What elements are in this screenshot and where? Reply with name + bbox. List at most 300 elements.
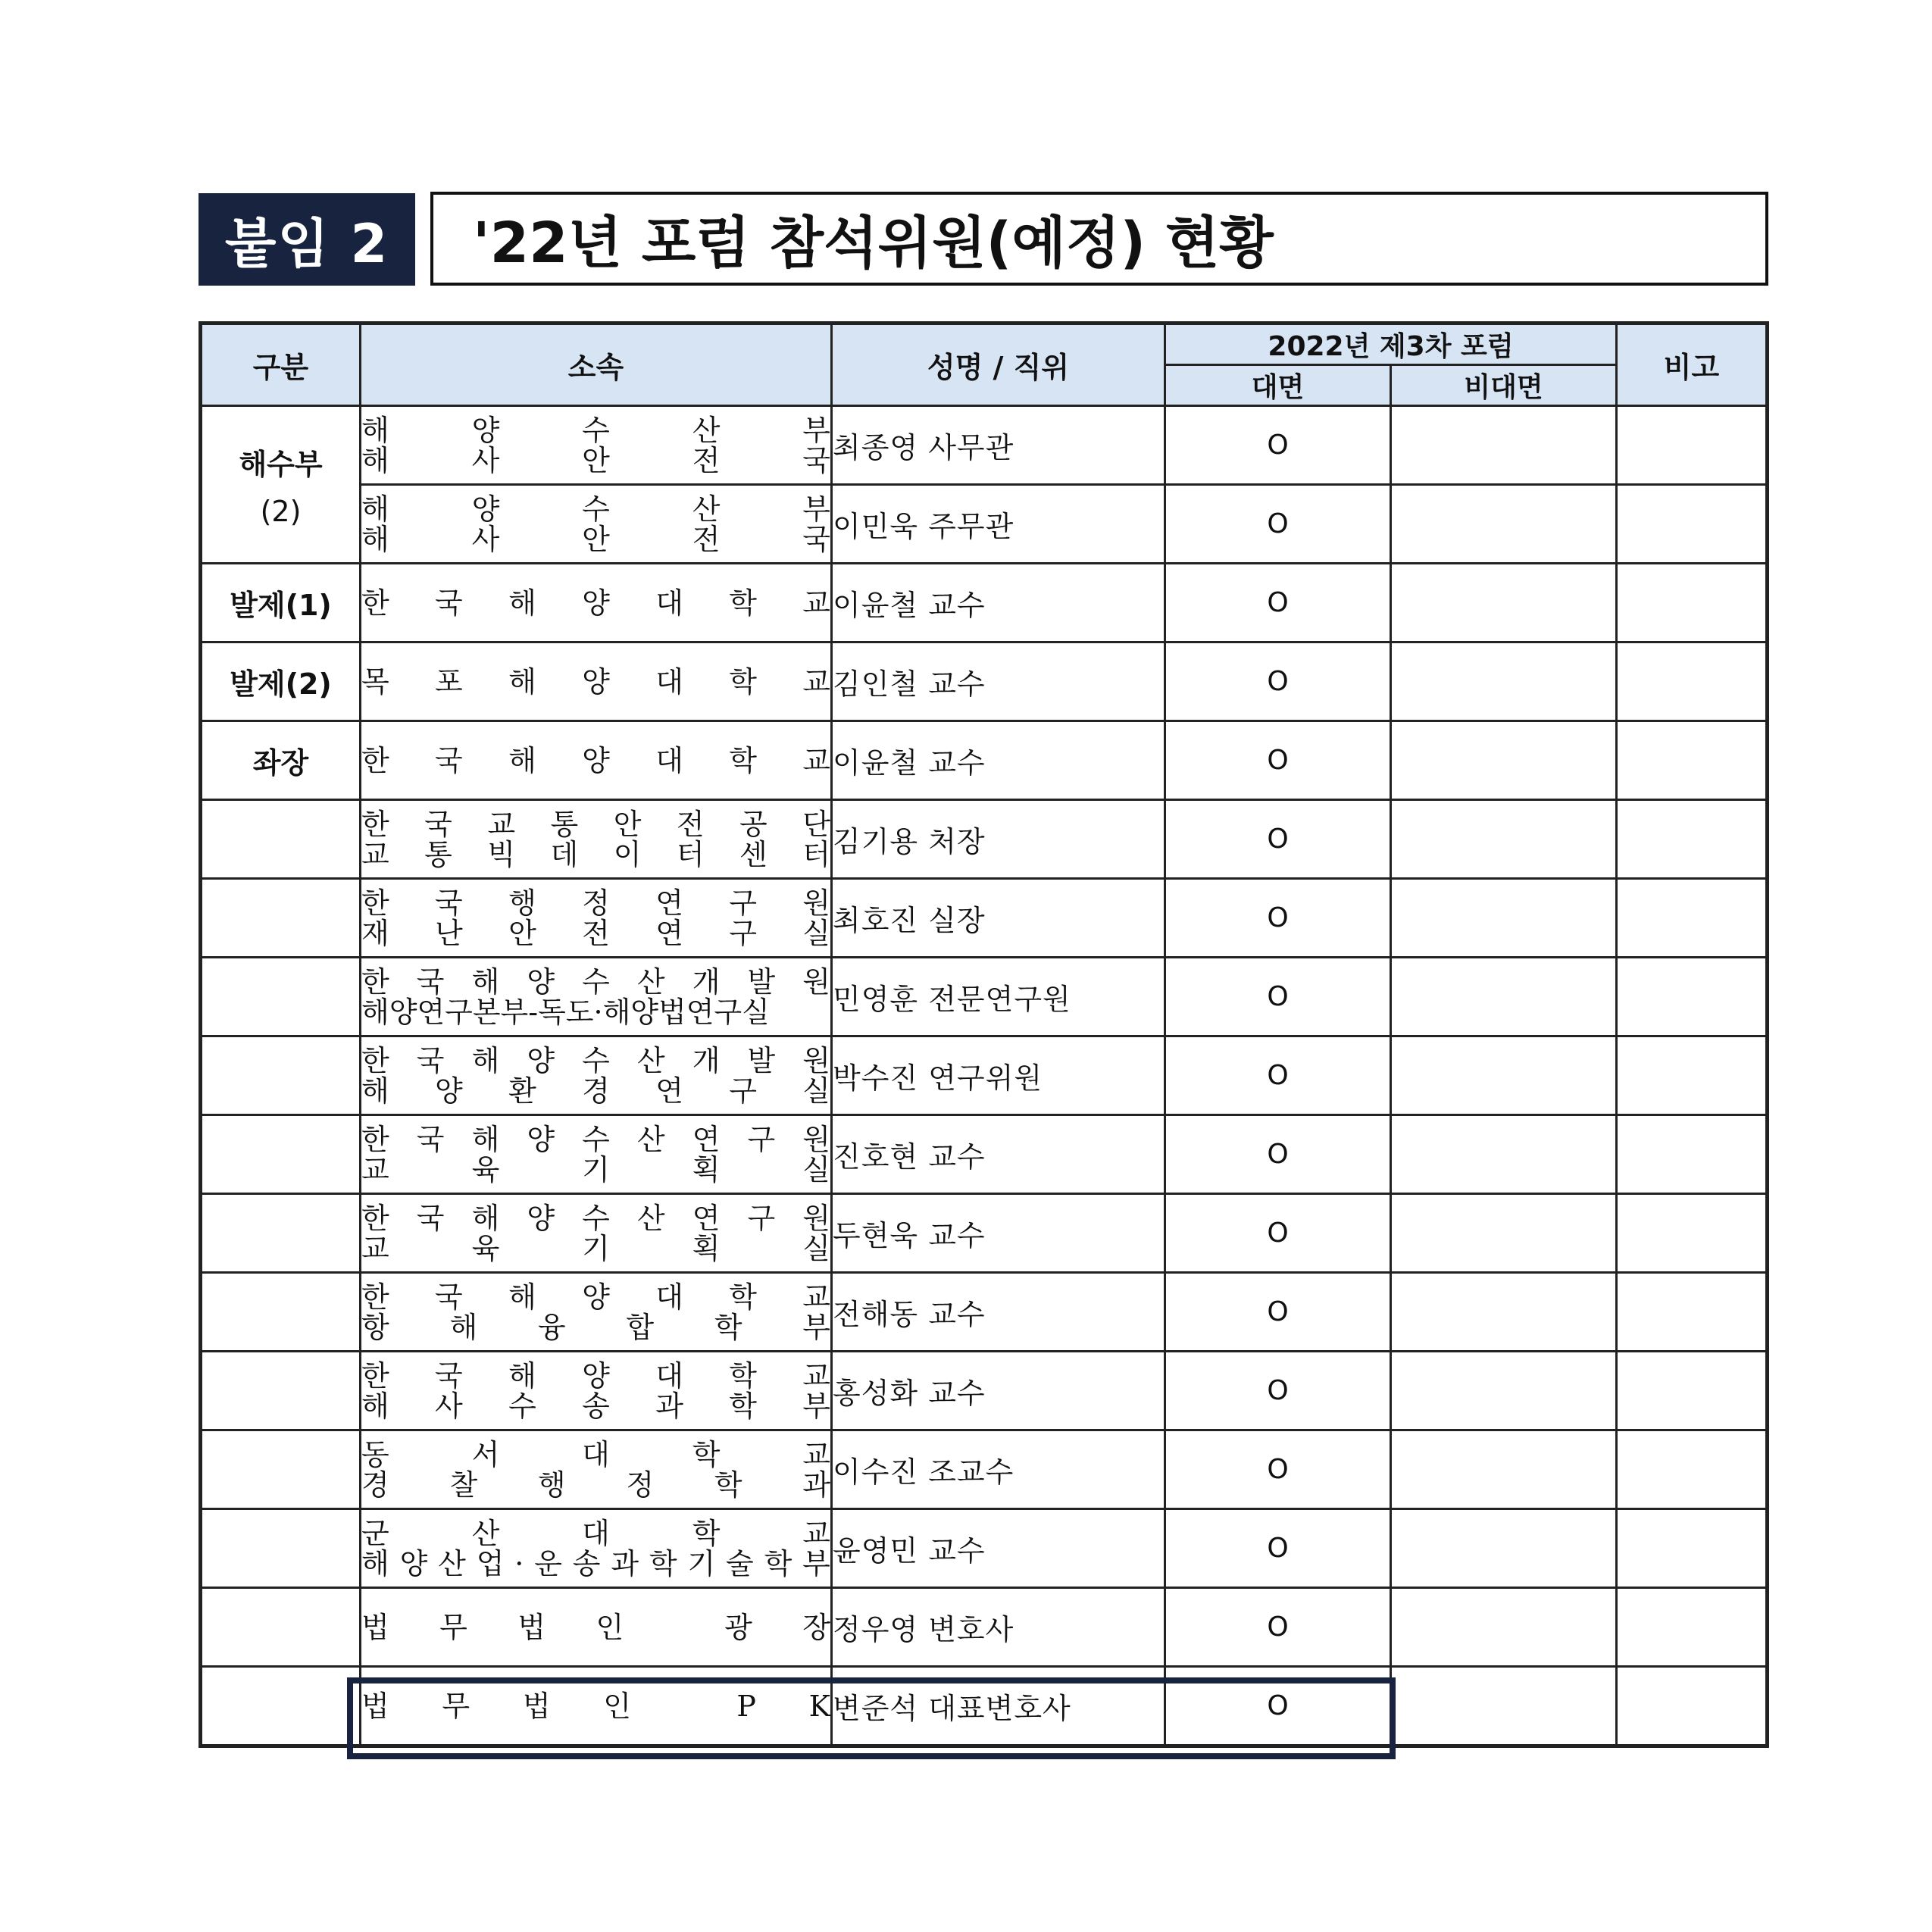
- affiliation-cell: [361, 406, 832, 485]
- remote-cell: [1391, 1509, 1617, 1588]
- category-cell: [201, 800, 361, 879]
- table-row: [201, 958, 1768, 1036]
- affiliation-cell: [361, 1588, 832, 1667]
- affiliation-char: 과: [655, 1389, 683, 1423]
- affiliation-char: 법: [517, 1610, 546, 1644]
- in-person-mark: O: [1165, 1273, 1391, 1352]
- affiliation-line: [361, 1518, 830, 1549]
- affiliation-char: 부: [802, 1546, 830, 1580]
- affiliation-char: 수: [582, 492, 610, 526]
- name-position-cell: 이수진 조교수: [832, 1430, 1165, 1509]
- in-person-mark: O: [1165, 879, 1391, 958]
- header-note: 비고: [1617, 324, 1768, 406]
- affiliation-char: 해: [361, 443, 389, 477]
- affiliation-char: 해: [471, 964, 500, 999]
- remote-cell: [1391, 1036, 1617, 1115]
- affiliation-char: 해: [361, 1389, 389, 1423]
- affiliation-char: 한: [361, 586, 389, 620]
- table-row: [201, 1588, 1768, 1667]
- affiliation-char: 대: [582, 1516, 610, 1550]
- affiliation-cell: [361, 879, 832, 958]
- affiliation-line: [361, 1470, 830, 1500]
- affiliation-char: 산: [636, 1122, 665, 1156]
- note-cell: [1617, 1667, 1768, 1746]
- affiliation-char: 과: [611, 1546, 639, 1580]
- note-cell: [1617, 958, 1768, 1036]
- affiliation-char: 송: [572, 1546, 601, 1580]
- affiliation-char: 무: [442, 1689, 470, 1723]
- affiliation-char: 원: [802, 1201, 830, 1235]
- affiliation-char: 국: [802, 522, 830, 556]
- note-cell: [1617, 1430, 1768, 1509]
- affiliation-char: 국: [435, 1280, 463, 1314]
- note-cell: [1617, 1588, 1768, 1667]
- name-position-cell: 윤영민 교수: [832, 1509, 1165, 1588]
- affiliation-char: 인: [603, 1689, 631, 1723]
- affiliation-char: 교: [361, 837, 389, 871]
- affiliation-char: 학: [729, 1358, 757, 1393]
- category-cell: [201, 1115, 361, 1194]
- affiliation-char: 사: [471, 522, 500, 556]
- affiliation-line: [361, 1043, 830, 1077]
- in-person-mark: O: [1165, 642, 1391, 721]
- affiliation-char: 인: [596, 1610, 624, 1644]
- table-row: [201, 1509, 1768, 1588]
- affiliation-char: 연: [655, 886, 683, 920]
- remote-cell: [1391, 1194, 1617, 1273]
- category-cell: [201, 1509, 361, 1588]
- affiliation-char: 학: [729, 1280, 757, 1314]
- attachment-label: 붙임 2: [199, 193, 415, 286]
- note-cell: [1617, 564, 1768, 642]
- affiliation-char: 행: [537, 1468, 566, 1502]
- remote-cell: [1391, 958, 1617, 1036]
- category-cell: [201, 958, 361, 1036]
- affiliation-char: 양: [527, 964, 555, 999]
- note-cell: [1617, 642, 1768, 721]
- affiliation-char: 터: [802, 837, 830, 871]
- affiliation-char: 단: [802, 807, 830, 841]
- affiliation-char: 양: [582, 1358, 610, 1393]
- name-position-cell: 이윤철 교수: [832, 564, 1165, 642]
- affiliation-char: 획: [692, 1152, 721, 1186]
- affiliation-char: 전: [692, 443, 721, 477]
- affiliation-cell: [361, 1115, 832, 1194]
- affiliation-char: 해: [508, 1358, 536, 1393]
- in-person-mark: O: [1165, 721, 1391, 800]
- affiliation-cell: [361, 1352, 832, 1430]
- affiliation-line: [361, 1203, 830, 1233]
- affiliation-char: 획: [692, 1231, 721, 1265]
- affiliation-char: 교: [802, 1280, 830, 1314]
- affiliation-char: 학: [692, 1437, 721, 1471]
- affiliation-char: 융: [537, 1310, 566, 1344]
- affiliation-char: 부: [802, 492, 830, 526]
- affiliation-char: 교: [361, 1231, 389, 1265]
- affiliation-char: 통: [424, 837, 452, 871]
- affiliation-char: 양: [527, 1201, 555, 1235]
- affiliation-char: 정: [582, 886, 610, 920]
- affiliation-line: [361, 918, 830, 949]
- affiliation-char: 전: [692, 522, 721, 556]
- affiliation-line: [361, 964, 830, 999]
- category-cell: 좌장: [201, 721, 361, 800]
- affiliation-char: 해: [361, 413, 389, 447]
- name-position-cell: 전해동 교수: [832, 1273, 1165, 1352]
- affiliation-char: 업: [476, 1546, 505, 1580]
- affiliation-char: 무: [439, 1610, 467, 1644]
- table-row: [201, 800, 1768, 879]
- remote-cell: [1391, 642, 1617, 721]
- note-cell: [1617, 1194, 1768, 1273]
- remote-cell: [1391, 406, 1617, 485]
- note-cell: [1617, 800, 1768, 879]
- affiliation-char: 양: [582, 743, 610, 777]
- affiliation-cell: [361, 642, 832, 721]
- affiliation-char: 해: [361, 522, 389, 556]
- affiliation-char: 학: [729, 586, 757, 620]
- affiliation-char: K: [808, 1689, 830, 1723]
- affiliation-char: 운: [534, 1546, 562, 1580]
- affiliation-char: 법: [361, 1610, 389, 1644]
- affiliation-char: 한: [361, 1358, 389, 1393]
- affiliation-char: 연: [655, 1074, 683, 1108]
- affiliation-char: 안: [582, 522, 610, 556]
- note-cell: [1617, 1273, 1768, 1352]
- name-position-cell: 김인철 교수: [832, 642, 1165, 721]
- affiliation-char: 기: [582, 1152, 610, 1186]
- category-cell: [201, 1352, 361, 1430]
- name-position-cell: 이민욱 주무관: [832, 485, 1165, 564]
- name-position-cell: 최호진 실장: [832, 879, 1165, 958]
- affiliation-char: 해: [471, 1043, 500, 1077]
- affiliation-char: 술: [726, 1546, 754, 1580]
- note-cell: [1617, 879, 1768, 958]
- affiliation-char: 행: [508, 886, 536, 920]
- affiliation-char: 수: [582, 413, 610, 447]
- affiliation-char: 재: [361, 916, 389, 950]
- affiliation-char: 양: [527, 1122, 555, 1156]
- affiliation-char: 정: [626, 1468, 655, 1502]
- affiliation-char: 학: [714, 1310, 742, 1344]
- category-cell: 발제(2): [201, 642, 361, 721]
- affiliation-char: 학: [729, 664, 757, 699]
- affiliation-char: 수: [582, 1122, 610, 1156]
- affiliation-char: 해: [471, 1201, 500, 1235]
- affiliation-char: 교: [802, 664, 830, 699]
- affiliation-char: 산: [636, 1043, 665, 1077]
- header-in-person: 대면: [1165, 365, 1391, 406]
- remote-cell: [1391, 1430, 1617, 1509]
- table-row: [201, 721, 1768, 800]
- affiliation-char: 사: [435, 1389, 463, 1423]
- note-cell: [1617, 721, 1768, 800]
- table-row: [201, 1115, 1768, 1194]
- name-position-cell: 진호현 교수: [832, 1115, 1165, 1194]
- affiliation-char: 항: [361, 1310, 389, 1344]
- affiliation-char: 대: [655, 1280, 683, 1314]
- table-row: [201, 1273, 1768, 1352]
- in-person-mark: O: [1165, 1115, 1391, 1194]
- affiliation-char: 연: [692, 1122, 721, 1156]
- affiliation-cell: [361, 485, 832, 564]
- affiliation-cell: [361, 1194, 832, 1273]
- category-cell: 발제(1): [201, 564, 361, 642]
- name-position-cell: 변준석 대표변호사: [832, 1667, 1165, 1746]
- affiliation-char: 산: [438, 1546, 466, 1580]
- in-person-mark: O: [1165, 1036, 1391, 1115]
- remote-cell: [1391, 721, 1617, 800]
- affiliation-char: 장: [802, 1610, 830, 1644]
- note-cell: [1617, 406, 1768, 485]
- affiliation-char: 구: [747, 1122, 776, 1156]
- affiliation-char: 법: [361, 1689, 389, 1723]
- affiliation-char: 전: [582, 916, 610, 950]
- affiliation-char: 교: [361, 1152, 389, 1186]
- affiliation-char: 사: [471, 443, 500, 477]
- affiliation-char: 육: [471, 1231, 500, 1265]
- affiliation-char: 산: [692, 413, 721, 447]
- affiliation-char: P: [736, 1689, 756, 1723]
- affiliation-cell: [361, 1509, 832, 1588]
- affiliation-char: 한: [361, 1280, 389, 1314]
- affiliation-char: 구: [729, 1074, 757, 1108]
- affiliation-line: [361, 494, 830, 524]
- affiliation-char: 국: [802, 443, 830, 477]
- name-position-cell: 민영훈 전문연구원: [832, 958, 1165, 1036]
- category-label: 해수부: [239, 448, 323, 481]
- affiliation-char: ·: [514, 1546, 524, 1580]
- affiliation-char: 개: [692, 1043, 721, 1077]
- affiliation-char: 국: [424, 807, 452, 841]
- affiliation-char: 한: [361, 807, 389, 841]
- in-person-mark: O: [1165, 1352, 1391, 1430]
- affiliation-char: 부: [802, 1389, 830, 1423]
- affiliation-char: 양: [582, 664, 610, 699]
- affiliation-char: 광: [724, 1610, 752, 1644]
- affiliation-char: 법: [522, 1689, 551, 1723]
- affiliation-char: 센: [739, 837, 767, 871]
- affiliation-char: 경: [361, 1468, 389, 1502]
- header-remote: 비대면: [1391, 365, 1617, 406]
- affiliation-char: 실: [802, 1074, 830, 1108]
- table-row: [201, 1194, 1768, 1273]
- affiliation-char: 대: [655, 586, 683, 620]
- affiliation-char: 한: [361, 1043, 389, 1077]
- affiliation-char: 양: [435, 1074, 463, 1108]
- attendee-table: [199, 321, 1769, 1748]
- name-position-cell: 홍성화 교수: [832, 1352, 1165, 1430]
- table-row: [201, 642, 1768, 721]
- affiliation-char: 해: [449, 1310, 478, 1344]
- affiliation-char: 안: [613, 807, 642, 841]
- affiliation-char: 포: [435, 664, 463, 699]
- affiliation-char: 학: [729, 1389, 757, 1423]
- affiliation-char: 산: [471, 1516, 500, 1550]
- affiliation-char: 육: [471, 1152, 500, 1186]
- affiliation-char: 대: [582, 1437, 610, 1471]
- note-cell: [1617, 485, 1768, 564]
- affiliation-line: [361, 809, 830, 839]
- affiliation-char: 교: [487, 807, 516, 841]
- affiliation-char: 공: [739, 807, 767, 841]
- affiliation-char: 학: [692, 1516, 721, 1550]
- affiliation-char: 교: [802, 1516, 830, 1550]
- affiliation-char: 교: [802, 586, 830, 620]
- affiliation-char: 해: [508, 586, 536, 620]
- affiliation-char: 부: [802, 1310, 830, 1344]
- name-position-cell: 김기용 처장: [832, 800, 1165, 879]
- affiliation-cell: [361, 1273, 832, 1352]
- affiliation-char: 학: [714, 1468, 742, 1502]
- in-person-mark: O: [1165, 406, 1391, 485]
- header-affiliation: 소속: [361, 324, 832, 406]
- affiliation-char: 국: [416, 1122, 445, 1156]
- in-person-mark: O: [1165, 1509, 1391, 1588]
- header-category: 구분: [201, 324, 361, 406]
- affiliation-line: [361, 1546, 830, 1580]
- affiliation-char: 찰: [449, 1468, 478, 1502]
- header-name-position: 성명 / 직위: [832, 324, 1165, 406]
- remote-cell: [1391, 1352, 1617, 1430]
- category-cell: [201, 1430, 361, 1509]
- affiliation-line: [361, 445, 830, 476]
- affiliation-cell: [361, 1430, 832, 1509]
- note-cell: [1617, 1509, 1768, 1588]
- affiliation-cell: [361, 1667, 832, 1746]
- category-cell: [201, 1036, 361, 1115]
- affiliation-line: [361, 997, 830, 1027]
- affiliation-char: 구: [729, 916, 757, 950]
- table-row: [201, 1667, 1768, 1746]
- in-person-mark: O: [1165, 564, 1391, 642]
- affiliation-cell: [361, 958, 832, 1036]
- affiliation-cell: [361, 564, 832, 642]
- affiliation-char: 교: [802, 1437, 830, 1471]
- affiliation-char: 연: [655, 916, 683, 950]
- affiliation-char: 부: [802, 413, 830, 447]
- in-person-mark: O: [1165, 485, 1391, 564]
- table-row: [201, 564, 1768, 642]
- note-cell: [1617, 1115, 1768, 1194]
- remote-cell: [1391, 1667, 1617, 1746]
- affiliation-char: 국: [416, 964, 445, 999]
- affiliation-char: 국: [416, 1043, 445, 1077]
- affiliation-char: 실: [802, 916, 830, 950]
- remote-cell: [1391, 879, 1617, 958]
- remote-cell: [1391, 1273, 1617, 1352]
- affiliation-char: 해양연구본부-독도·해양법연구실: [361, 995, 770, 1029]
- table-row: [201, 1036, 1768, 1115]
- table-row: [201, 485, 1768, 564]
- name-position-cell: 두현욱 교수: [832, 1194, 1165, 1273]
- category-cell: [201, 1273, 361, 1352]
- affiliation-char: 터: [676, 837, 705, 871]
- in-person-mark: O: [1165, 1194, 1391, 1273]
- affiliation-char: 양: [582, 1280, 610, 1314]
- affiliation-char: 원: [802, 1043, 830, 1077]
- affiliation-char: 교: [802, 743, 830, 777]
- affiliation-char: 경: [582, 1074, 610, 1108]
- affiliation-char: 국: [435, 743, 463, 777]
- affiliation-char: 국: [435, 586, 463, 620]
- affiliation-char: 구: [729, 886, 757, 920]
- affiliation-char: 해: [471, 1122, 500, 1156]
- affiliation-char: 개: [692, 964, 721, 999]
- table-row: [201, 1430, 1768, 1509]
- affiliation-line: [361, 1152, 830, 1186]
- remote-cell: [1391, 564, 1617, 642]
- name-position-cell: 최종영 사무관: [832, 406, 1165, 485]
- affiliation-char: 대: [655, 1358, 683, 1393]
- in-person-mark: O: [1165, 1588, 1391, 1667]
- affiliation-line: [361, 1312, 830, 1343]
- affiliation-char: 통: [550, 807, 579, 841]
- affiliation-char: 수: [582, 964, 610, 999]
- affiliation-line: [361, 415, 830, 445]
- remote-cell: [1391, 485, 1617, 564]
- note-cell: [1617, 1352, 1768, 1430]
- in-person-mark: O: [1165, 800, 1391, 879]
- table-row: [201, 406, 1768, 485]
- affiliation-char: 원: [802, 1122, 830, 1156]
- note-cell: [1617, 1036, 1768, 1115]
- affiliation-char: 산: [692, 492, 721, 526]
- affiliation-char: 양: [471, 492, 500, 526]
- affiliation-line: [361, 1358, 830, 1393]
- affiliation-char: 연: [692, 1201, 721, 1235]
- affiliation-line: [361, 888, 830, 918]
- affiliation-char: 한: [361, 1201, 389, 1235]
- remote-cell: [1391, 1115, 1617, 1194]
- in-person-mark: O: [1165, 958, 1391, 1036]
- affiliation-char: 환: [508, 1074, 536, 1108]
- affiliation-char: 과: [802, 1468, 830, 1502]
- affiliation-char: 산: [636, 964, 665, 999]
- affiliation-char: 데: [550, 837, 579, 871]
- table-row: [201, 879, 1768, 958]
- affiliation-line: [361, 1391, 830, 1421]
- affiliation-line: [361, 524, 830, 555]
- affiliation-line: [361, 839, 830, 870]
- name-position-cell: 정우영 변호사: [832, 1588, 1165, 1667]
- affiliation-char: 원: [802, 886, 830, 920]
- affiliation-char: 기: [582, 1231, 610, 1265]
- affiliation-char: 빅: [487, 837, 516, 871]
- affiliation-char: 발: [747, 964, 776, 999]
- affiliation-char: 해: [361, 492, 389, 526]
- affiliation-char: 해: [361, 1074, 389, 1108]
- category-cell: [201, 1588, 361, 1667]
- in-person-mark: O: [1165, 1667, 1391, 1746]
- affiliation-char: 군: [361, 1516, 389, 1550]
- affiliation-char: 한: [361, 1122, 389, 1156]
- affiliation-char: 대: [655, 664, 683, 699]
- affiliation-line: [361, 1612, 830, 1643]
- affiliation-char: 수: [508, 1389, 536, 1423]
- table-row: [201, 1352, 1768, 1430]
- affiliation-char: 발: [747, 1043, 776, 1077]
- affiliation-char: 서: [471, 1437, 500, 1471]
- category-count: (2): [260, 495, 302, 528]
- category-cell: [201, 1667, 361, 1746]
- affiliation-line: [361, 1076, 830, 1106]
- category-cell: [201, 406, 361, 564]
- affiliation-char: 송: [582, 1389, 610, 1423]
- affiliation-char: 실: [802, 1152, 830, 1186]
- affiliation-char: 해: [508, 1280, 536, 1314]
- affiliation-char: 산: [636, 1201, 665, 1235]
